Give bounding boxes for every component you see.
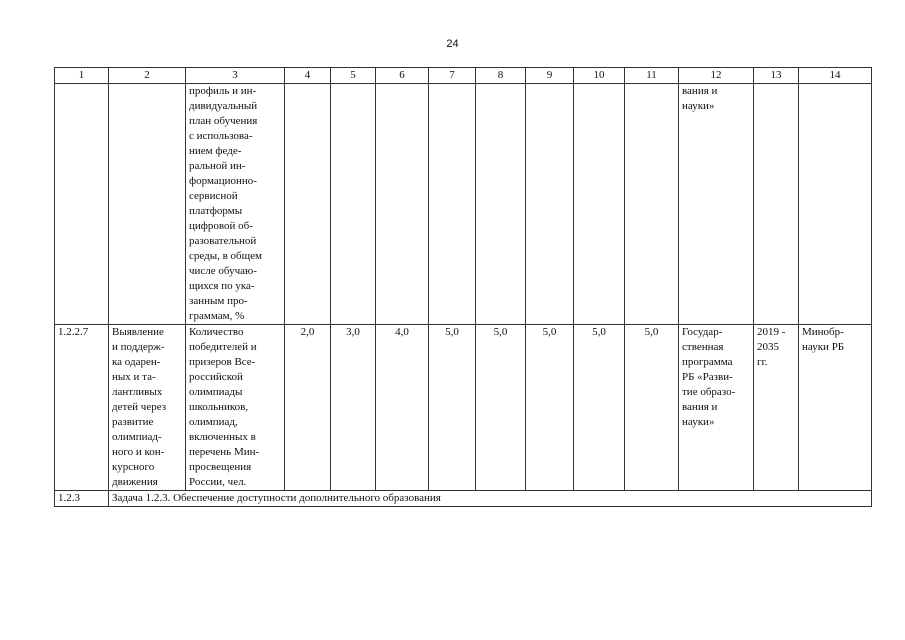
header-cell: 4 (285, 68, 331, 84)
value-cell: 4,0 (376, 325, 429, 491)
value-cell: 5,0 (625, 325, 679, 491)
value-cell: 5,0 (476, 325, 526, 491)
value-cell (625, 84, 679, 325)
table-row (55, 325, 872, 491)
header-cell: 9 (526, 68, 574, 84)
header-cell: 2 (109, 68, 186, 84)
value-cell: 5,0 (526, 325, 574, 491)
header-cell: 14 (799, 68, 872, 84)
value-cell (285, 84, 331, 325)
header-cell: 3 (186, 68, 285, 84)
period-cell: 2019 - 2035 гг. (754, 325, 799, 491)
header-cell: 5 (331, 68, 376, 84)
value-cell: 5,0 (574, 325, 625, 491)
header-cell: 12 (679, 68, 754, 84)
header-cell: 11 (625, 68, 679, 84)
indicator-cell: Количество победителей и призеров Все- российской олимпиады школьников, олимпиад, включенных в перечень Мин- просвещения России, чел. (186, 325, 285, 491)
header-cell: 7 (429, 68, 476, 84)
value-cell: 5,0 (429, 325, 476, 491)
header-cell: 1 (55, 68, 109, 84)
header-row (55, 68, 872, 84)
task-row (55, 491, 872, 507)
executor-cell: Минобр- науки РБ (799, 325, 872, 491)
page-number: 24 (446, 38, 459, 50)
task-code-cell: 1.2.3 (55, 491, 109, 507)
event-cell: Выявление и поддерж- ка одарен- ных и та- лантливых детей через развитие олимпиад- ного и кон- курсного движения (109, 325, 186, 491)
table-row (55, 84, 872, 325)
value-cell (429, 84, 476, 325)
program-cell: Государ- ственная программа РБ «Разви- тие образо- вания и науки» (679, 325, 754, 491)
value-cell (574, 84, 625, 325)
code-cell: 1.2.2.7 (55, 325, 109, 491)
value-cell (526, 84, 574, 325)
value-cell (476, 84, 526, 325)
header-cell: 13 (754, 68, 799, 84)
program-cell: вания и науки» (679, 84, 754, 325)
period-cell (754, 84, 799, 325)
header-cell: 6 (376, 68, 429, 84)
value-cell (376, 84, 429, 325)
indicator-cell: профиль и ин- дивидуальный план обучения с использова- нием феде- ральной ин- формационно- сервисной платформы цифровой об- разовательной среды, в общем числе обучаю- щихся по ука- занным про- граммам, % (186, 84, 285, 325)
code-cell (55, 84, 109, 325)
header-cell: 10 (574, 68, 625, 84)
plan-table (54, 67, 872, 507)
header-cell: 8 (476, 68, 526, 84)
value-cell: 3,0 (331, 325, 376, 491)
event-cell (109, 84, 186, 325)
task-title-cell: Задача 1.2.3. Обеспечение доступности дополнительного образования (109, 491, 872, 507)
value-cell (331, 84, 376, 325)
value-cell: 2,0 (285, 325, 331, 491)
executor-cell (799, 84, 872, 325)
